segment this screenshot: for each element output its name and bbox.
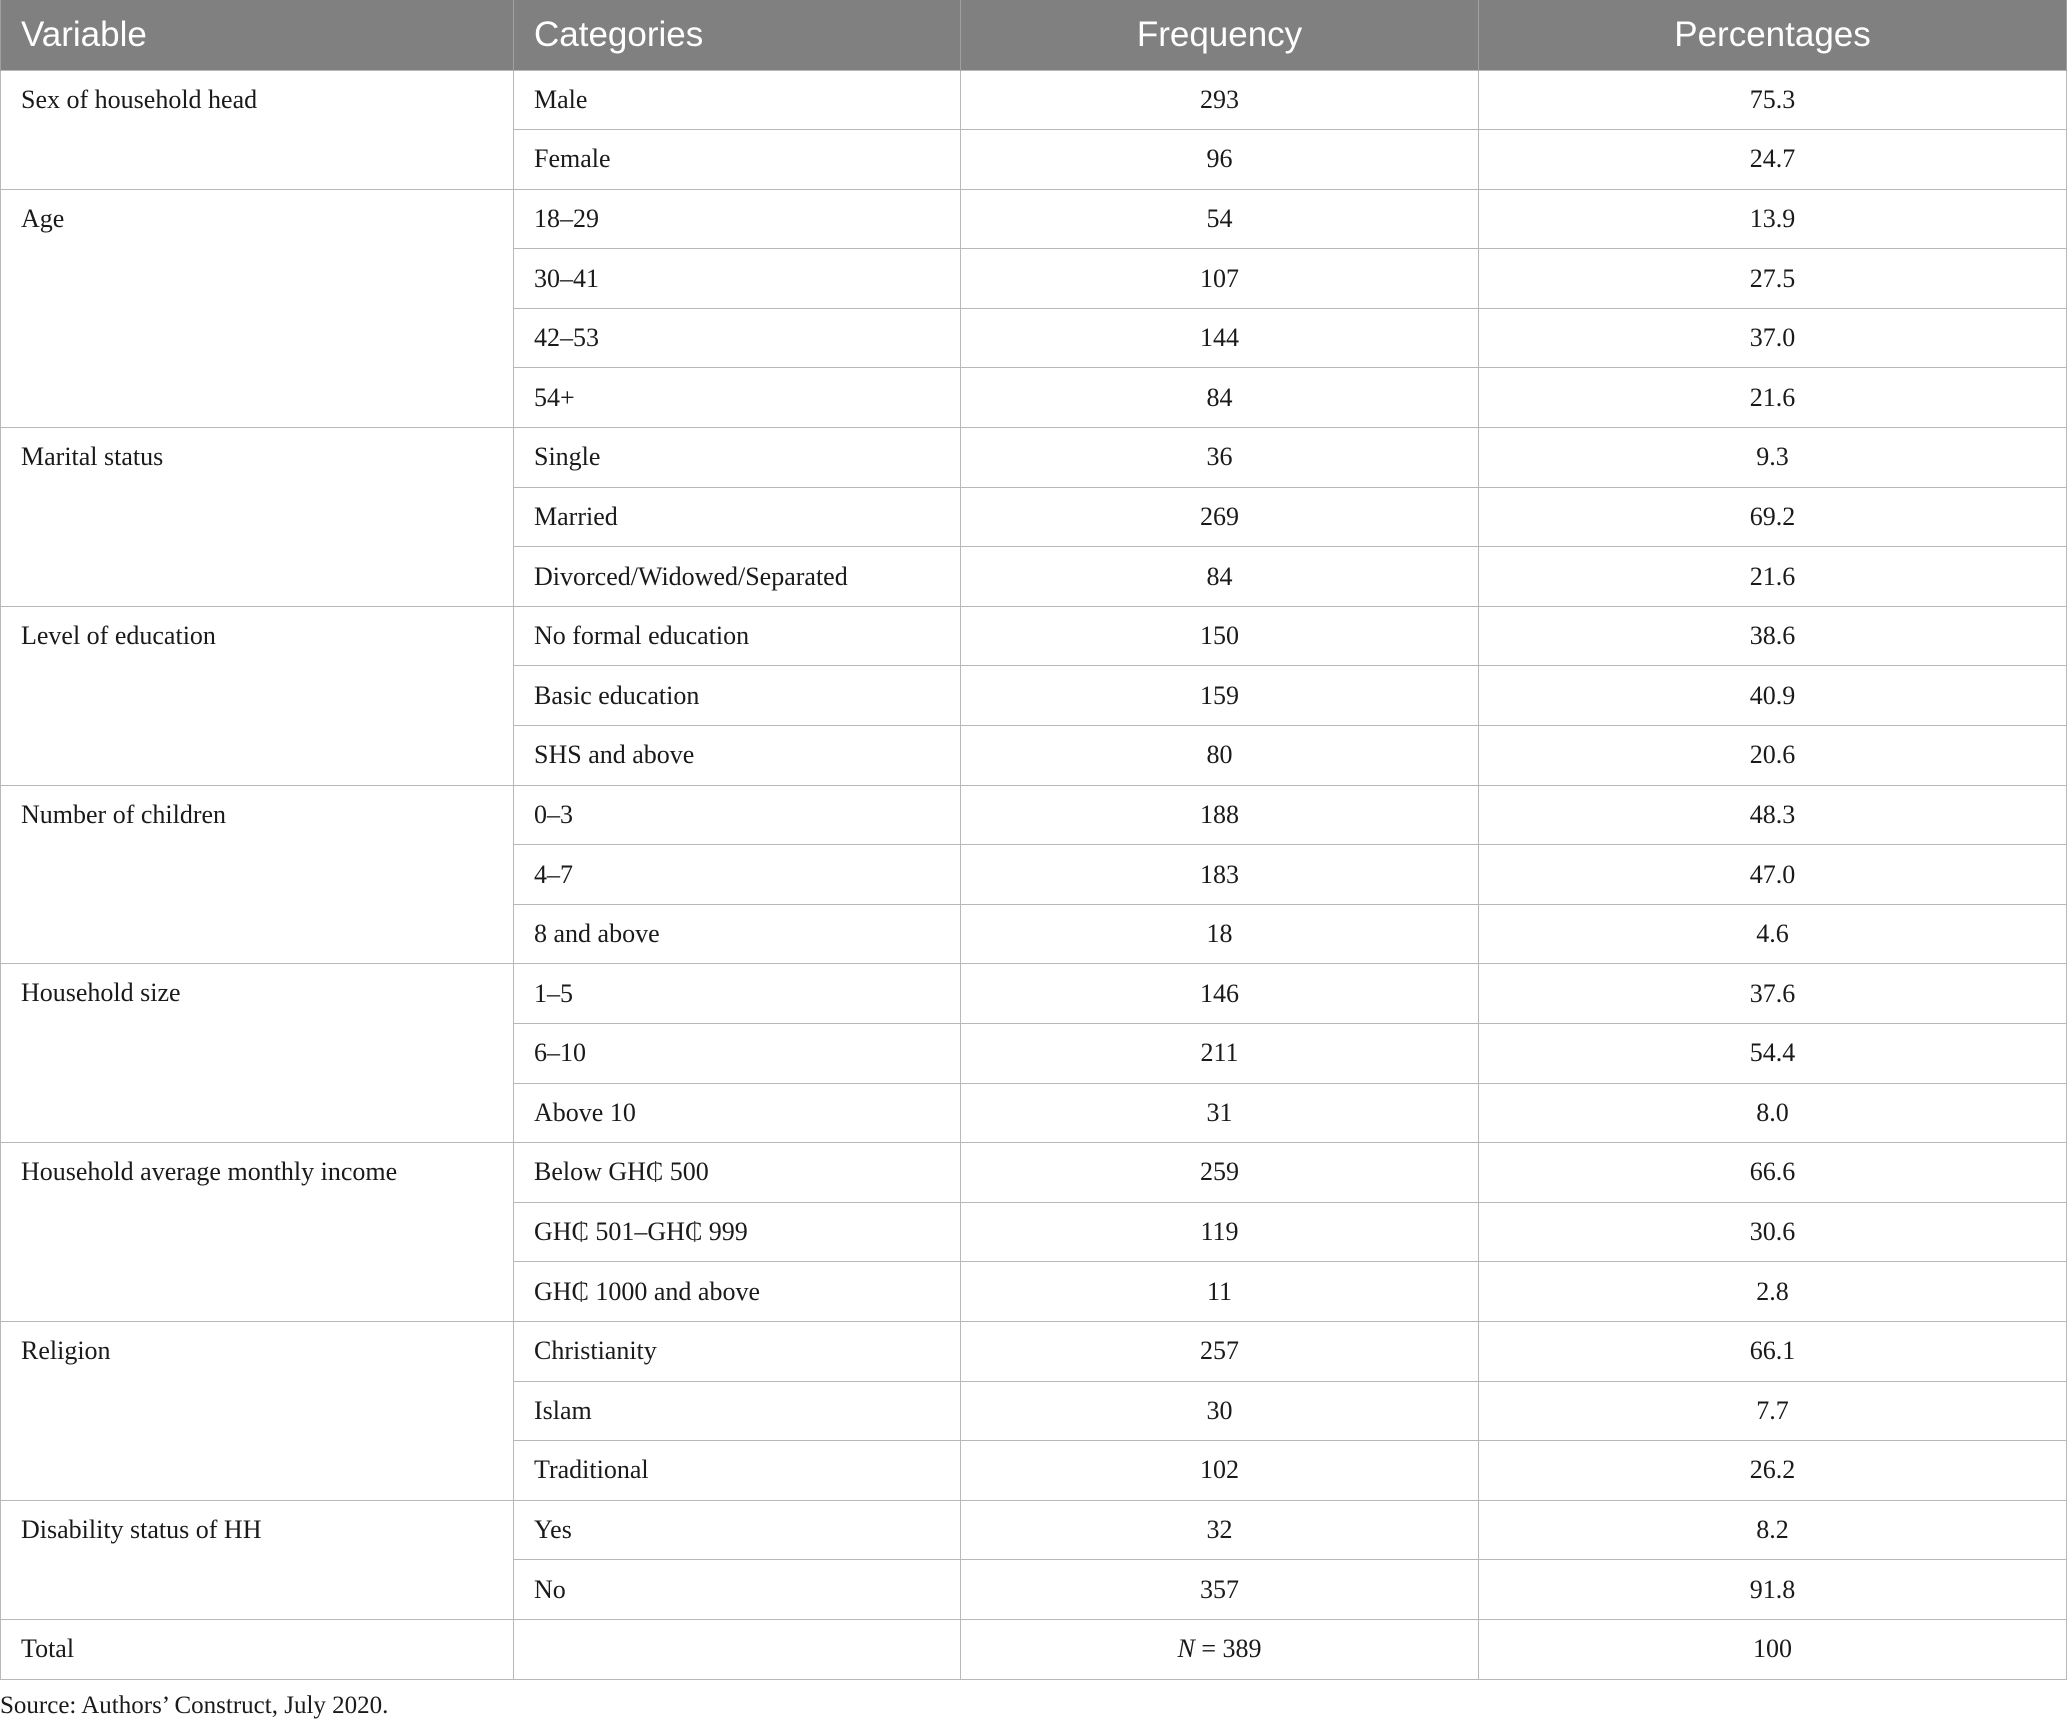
frequency-cell: 257: [961, 1321, 1479, 1381]
category-cell: Female: [514, 130, 961, 190]
frequency-cell: 159: [961, 666, 1479, 726]
percentage-cell: 21.6: [1479, 368, 2067, 428]
total-category: [514, 1619, 961, 1679]
category-cell: GH₵ 501–GH₵ 999: [514, 1202, 961, 1262]
frequency-cell: 150: [961, 606, 1479, 666]
total-percentage: 100: [1479, 1619, 2067, 1679]
frequency-cell: 36: [961, 428, 1479, 488]
percentage-cell: 54.4: [1479, 1024, 2067, 1084]
category-cell: Below GH₵ 500: [514, 1143, 961, 1203]
variable-cell: Marital status: [1, 428, 514, 607]
variable-cell: Religion: [1, 1321, 514, 1500]
frequency-cell: 96: [961, 130, 1479, 190]
category-cell: 1–5: [514, 964, 961, 1024]
frequency-cell: 107: [961, 249, 1479, 309]
variable-cell: Household average monthly income: [1, 1143, 514, 1322]
percentage-cell: 30.6: [1479, 1202, 2067, 1262]
category-cell: Basic education: [514, 666, 961, 726]
category-cell: 4–7: [514, 845, 961, 905]
percentage-cell: 48.3: [1479, 785, 2067, 845]
percentage-cell: 8.2: [1479, 1500, 2067, 1560]
table-row: [1, 1500, 2067, 1560]
table-row: [1, 785, 2067, 845]
variable-cell: Level of education: [1, 606, 514, 785]
frequency-cell: 146: [961, 964, 1479, 1024]
variable-cell: Age: [1, 189, 514, 427]
percentage-cell: 66.6: [1479, 1143, 2067, 1203]
percentage-cell: 13.9: [1479, 189, 2067, 249]
category-cell: Islam: [514, 1381, 961, 1441]
percentage-cell: 37.0: [1479, 308, 2067, 368]
frequency-cell: 183: [961, 845, 1479, 905]
variable-cell: Sex of household head: [1, 70, 514, 189]
total-label: Total: [1, 1619, 514, 1679]
percentage-cell: 38.6: [1479, 606, 2067, 666]
category-cell: 8 and above: [514, 904, 961, 964]
percentage-cell: 9.3: [1479, 428, 2067, 488]
table-row: [1, 428, 2067, 488]
category-cell: 42–53: [514, 308, 961, 368]
category-cell: Traditional: [514, 1441, 961, 1501]
percentage-cell: 2.8: [1479, 1262, 2067, 1322]
category-cell: Christianity: [514, 1321, 961, 1381]
percentage-cell: 20.6: [1479, 726, 2067, 786]
category-cell: GH₵ 1000 and above: [514, 1262, 961, 1322]
source-note: Source: Authors’ Construct, July 2020.: [0, 1692, 389, 1719]
category-cell: 30–41: [514, 249, 961, 309]
category-cell: SHS and above: [514, 726, 961, 786]
percentage-cell: 26.2: [1479, 1441, 2067, 1501]
category-cell: Married: [514, 487, 961, 547]
frequency-cell: 259: [961, 1143, 1479, 1203]
percentage-cell: 91.8: [1479, 1560, 2067, 1620]
percentage-cell: 7.7: [1479, 1381, 2067, 1441]
frequency-cell: 31: [961, 1083, 1479, 1143]
table-row: [1, 1321, 2067, 1381]
total-n-symbol: N: [1177, 1634, 1195, 1664]
frequency-cell: 11: [961, 1262, 1479, 1322]
frequency-cell: 211: [961, 1024, 1479, 1084]
total-n-value: = 389: [1194, 1634, 1262, 1664]
percentage-cell: 47.0: [1479, 845, 2067, 905]
category-cell: Male: [514, 70, 961, 130]
frequency-cell: 119: [961, 1202, 1479, 1262]
frequency-cell: 32: [961, 1500, 1479, 1560]
table-row: [1, 189, 2067, 249]
header-row: [1, 0, 2067, 70]
percentage-cell: 4.6: [1479, 904, 2067, 964]
frequency-cell: 357: [961, 1560, 1479, 1620]
frequency-cell: 84: [961, 368, 1479, 428]
table-body: [1, 70, 2067, 1679]
percentage-cell: 69.2: [1479, 487, 2067, 547]
percentage-cell: 37.6: [1479, 964, 2067, 1024]
total-frequency: [961, 1619, 1479, 1679]
percentage-cell: 27.5: [1479, 249, 2067, 309]
frequency-cell: 30: [961, 1381, 1479, 1441]
frequency-cell: 18: [961, 904, 1479, 964]
variable-cell: Household size: [1, 964, 514, 1143]
category-cell: 6–10: [514, 1024, 961, 1084]
header-percentages: Percentages: [1479, 0, 2067, 70]
header-categories: Categories: [514, 0, 961, 70]
category-cell: 18–29: [514, 189, 961, 249]
percentage-cell: 66.1: [1479, 1321, 2067, 1381]
frequency-cell: 80: [961, 726, 1479, 786]
percentage-cell: 8.0: [1479, 1083, 2067, 1143]
header-variable: Variable: [1, 0, 514, 70]
category-cell: Divorced/Widowed/Separated: [514, 547, 961, 607]
category-cell: 54+: [514, 368, 961, 428]
frequency-cell: 84: [961, 547, 1479, 607]
header-frequency: Frequency: [961, 0, 1479, 70]
table-row: [1, 964, 2067, 1024]
category-cell: Above 10: [514, 1083, 961, 1143]
table-row: [1, 606, 2067, 666]
percentage-cell: 24.7: [1479, 130, 2067, 190]
category-cell: No formal education: [514, 606, 961, 666]
frequency-cell: 144: [961, 308, 1479, 368]
percentage-cell: 75.3: [1479, 70, 2067, 130]
category-cell: 0–3: [514, 785, 961, 845]
category-cell: No: [514, 1560, 961, 1620]
frequency-cell: 188: [961, 785, 1479, 845]
frequency-cell: 54: [961, 189, 1479, 249]
percentage-cell: 21.6: [1479, 547, 2067, 607]
table-row-total: [1, 1619, 2067, 1679]
frequency-cell: 293: [961, 70, 1479, 130]
table-row: [1, 70, 2067, 130]
table-row: [1, 1143, 2067, 1203]
variable-cell: Disability status of HH: [1, 1500, 514, 1619]
variable-cell: Number of children: [1, 785, 514, 964]
frequency-cell: 269: [961, 487, 1479, 547]
frequency-cell: 102: [961, 1441, 1479, 1501]
category-cell: Single: [514, 428, 961, 488]
category-cell: Yes: [514, 1500, 961, 1560]
percentage-cell: 40.9: [1479, 666, 2067, 726]
